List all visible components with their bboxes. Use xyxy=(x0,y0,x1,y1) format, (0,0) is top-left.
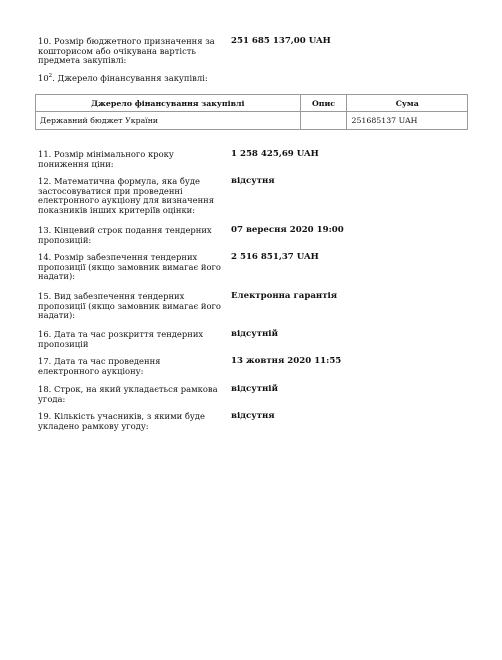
cell-funding-source: Державний бюджет України xyxy=(36,112,301,130)
item-10-2-text: . Джерело фінансування закупівлі: xyxy=(52,73,208,83)
header-description: Опис xyxy=(300,95,347,112)
item-19-value: відсутня xyxy=(231,411,275,421)
header-funding-source: Джерело фінансування закупівлі xyxy=(36,95,301,112)
item-10-label: 10. Розмір бюджетного призначення за кошторисом або очікувана вартість предмета закупівлі: xyxy=(38,36,215,66)
item-13-value: 07 вересня 2020 19:00 xyxy=(231,225,344,235)
funding-table-header-row xyxy=(36,95,468,112)
item-10-2-funding-source-heading xyxy=(38,72,208,84)
cell-description xyxy=(300,112,347,130)
item-12-label: 12. Математична формула, яка буде застосовуватися при проведенні електронного аукціону для визначення показників інших критеріїв оцінки: xyxy=(38,176,215,215)
funding-source-table xyxy=(35,94,468,130)
header-amount: Сума xyxy=(347,95,468,112)
item-10-2-superscript: 2 xyxy=(48,73,53,79)
item-15-value: Електронна гарантія xyxy=(231,291,338,301)
item-11-label: 11. Розмір мінімального кроку пониження ціни: xyxy=(38,149,174,169)
item-10-value: 251 685 137,00 UAH xyxy=(231,36,331,46)
item-14-value: 2 516 851,37 UAH xyxy=(231,252,319,262)
item-19-label: 19. Кількість учасників, з якими буде укладено рамкову угоду: xyxy=(38,411,205,431)
item-15-label: 15. Вид забезпечення тендерних пропозиції (якщо замовник вимагає його надати): xyxy=(38,291,221,321)
item-17-label: 17. Дата та час проведення електронного аукціону: xyxy=(38,356,161,376)
item-18-value: відсутній xyxy=(231,384,278,394)
cell-amount: 251685137 UAH xyxy=(347,112,468,130)
table-row xyxy=(36,112,468,130)
item-18-label: 18. Строк, на який укладається рамкова угода: xyxy=(38,384,218,404)
item-10-2-number: 10 xyxy=(38,73,49,83)
item-11-value: 1 258 425,69 UAH xyxy=(231,149,319,159)
item-12-value: відсутня xyxy=(231,176,275,186)
item-16-value: відсутній xyxy=(231,329,278,339)
item-16-label: 16. Дата та час розкриття тендерних пропозицій xyxy=(38,329,204,349)
item-13-label: 13. Кінцевий строк подання тендерних пропозицій: xyxy=(38,225,212,245)
item-14-label: 14. Розмір забезпечення тендерних пропозиції (якщо замовник вимагає його надати): xyxy=(38,252,221,282)
item-17-value: 13 жовтня 2020 11:55 xyxy=(231,356,342,366)
